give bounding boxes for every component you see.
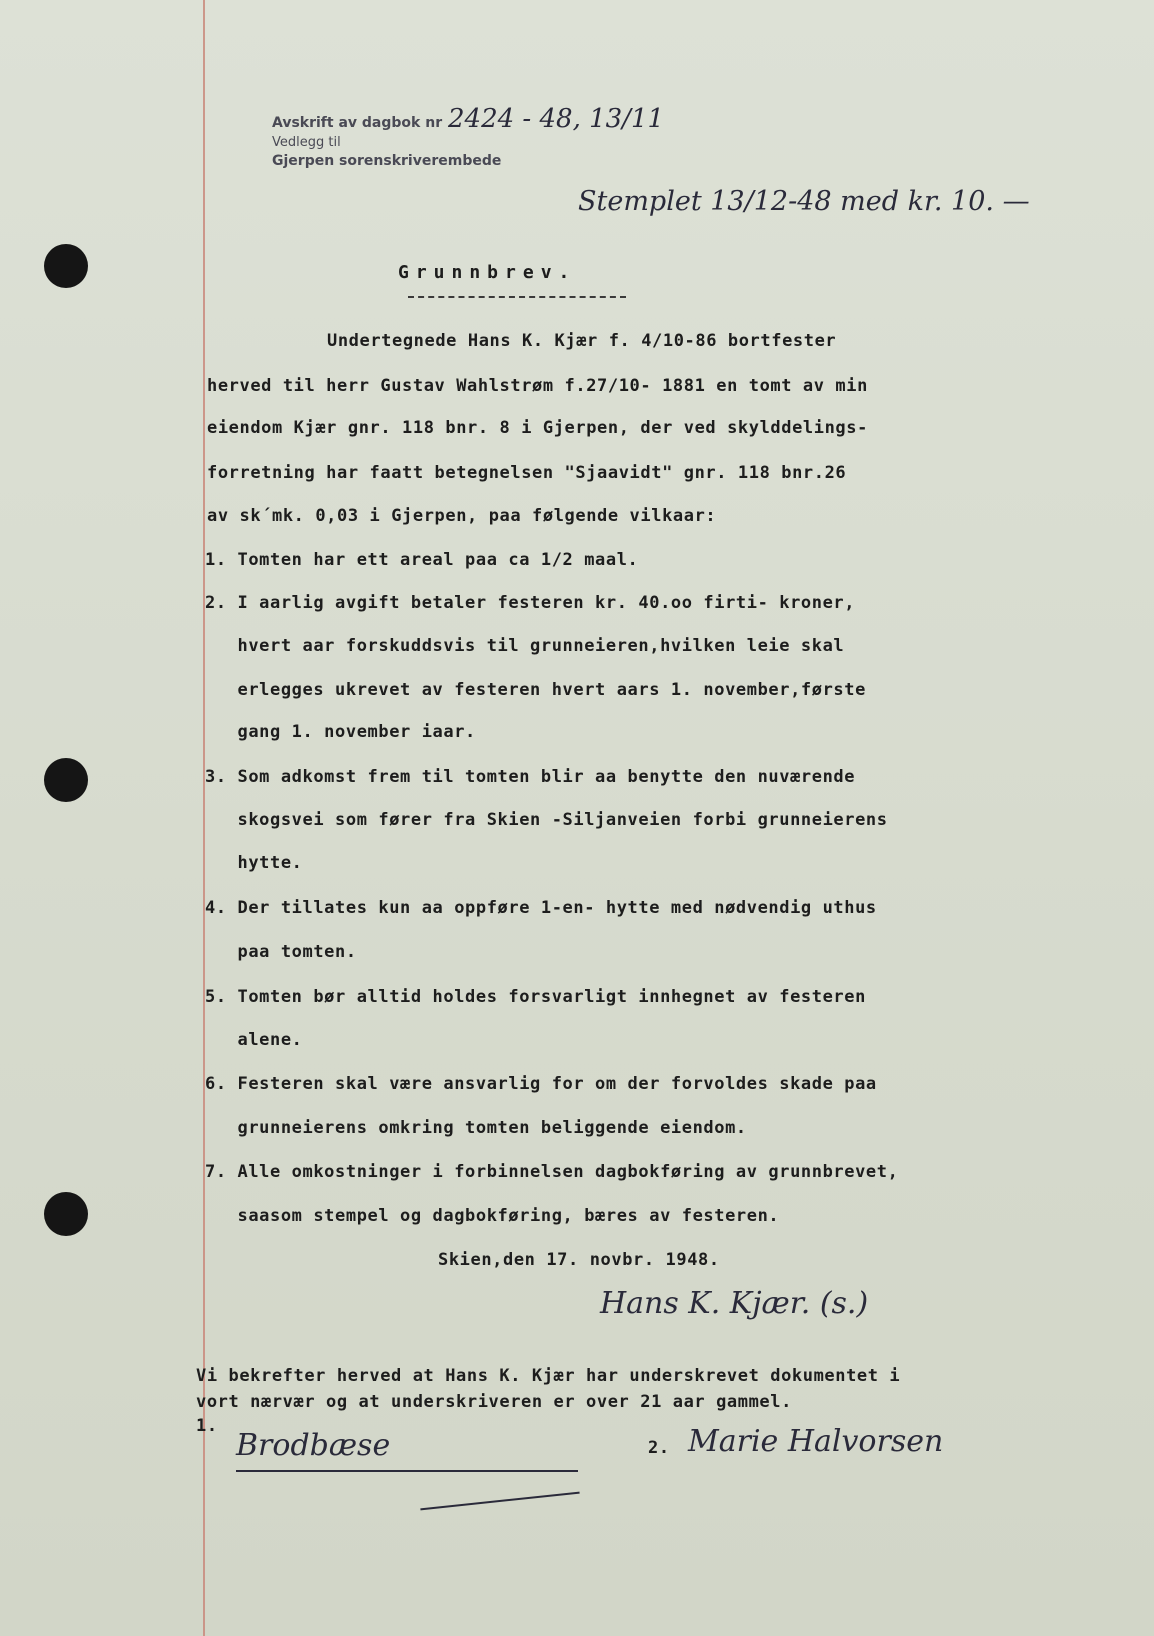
condition-line: 1. Tomten har ett areal paa ca 1/2 maal. xyxy=(205,550,639,570)
place-date: Skien,den 17. novbr. 1948. xyxy=(438,1250,720,1270)
intro-line: eiendom Kjær gnr. 118 bnr. 8 i Gjerpen, der ved skylddelings- xyxy=(207,418,868,438)
handwritten-reference: 2424 - 48, 13/11 xyxy=(448,104,665,134)
title-underline xyxy=(408,296,626,298)
condition-line: grunneierens omkring tomten beliggende eiendom. xyxy=(205,1118,747,1138)
condition-line: alene. xyxy=(205,1030,303,1050)
witness-2-signature: Marie Halvorsen xyxy=(688,1424,944,1459)
stamp-line-2: Vedlegg til xyxy=(272,135,341,150)
condition-line: paa tomten. xyxy=(205,942,357,962)
witness-1-flourish xyxy=(236,1470,578,1472)
condition-line: erlegges ukrevet av festeren hvert aars 1. november,første xyxy=(205,680,866,700)
punch-hole-bottom xyxy=(44,1192,88,1236)
condition-line: hytte. xyxy=(205,853,303,873)
stamp-line-3: Gjerpen sorenskriverembede xyxy=(272,153,502,169)
grantor-signature: Hans K. Kjær. (s.) xyxy=(600,1286,869,1321)
witness-number-1: 1. xyxy=(196,1416,218,1436)
witness-1-flourish-tail xyxy=(420,1492,579,1511)
witness-statement-line: Vi bekrefter herved at Hans K. Kjær har underskrevet dokumentet i xyxy=(196,1366,901,1386)
stamp-line-1: Avskrift av dagbok nr xyxy=(272,115,443,131)
witness-1-signature: Brodbæse xyxy=(236,1428,391,1463)
condition-line: 6. Festeren skal være ansvarlig for om der forvoldes skade paa xyxy=(205,1074,877,1094)
witness-number-2: 2. xyxy=(648,1438,670,1458)
stamped-annotation: Stemplet 13/12-48 med kr. 10. — xyxy=(578,186,1030,217)
condition-line: hvert aar forskuddsvis til grunneieren,hvilken leie skal xyxy=(205,636,845,656)
intro-line: av sk´mk. 0,03 i Gjerpen, paa følgende vilkaar: xyxy=(207,506,717,526)
condition-line: skogsvei som fører fra Skien -Siljanveien forbi grunneierens xyxy=(205,810,888,830)
intro-line: forretning har faatt betegnelsen "Sjaavidt" gnr. 118 bnr.26 xyxy=(207,463,847,483)
intro-line: herved til herr Gustav Wahlstrøm f.27/10- 1881 en tomt av min xyxy=(207,376,868,396)
punch-hole-middle xyxy=(44,758,88,802)
witness-statement-line: vort nærvær og at underskriveren er over 21 aar gammel. xyxy=(196,1392,792,1412)
condition-line: 2. I aarlig avgift betaler festeren kr. 40.oo firti- kroner, xyxy=(205,593,856,613)
condition-line: 7. Alle omkostninger i forbinnelsen dagbokføring av grunnbrevet, xyxy=(205,1162,899,1182)
document-title: Grunnbrev. xyxy=(398,262,577,283)
intro-line: Undertegnede Hans K. Kjær f. 4/10-86 bortfester xyxy=(327,331,837,351)
condition-line: 3. Som adkomst frem til tomten blir aa benytte den nuværende xyxy=(205,767,856,787)
condition-line: 4. Der tillates kun aa oppføre 1-en- hytte med nødvendig uthus xyxy=(205,898,877,918)
condition-line: gang 1. november iaar. xyxy=(205,722,476,742)
condition-line: saasom stempel og dagbokføring, bæres av festeren. xyxy=(205,1206,780,1226)
condition-line: 5. Tomten bør alltid holdes forsvarligt innhegnet av festeren xyxy=(205,987,866,1007)
punch-hole-top xyxy=(44,244,88,288)
